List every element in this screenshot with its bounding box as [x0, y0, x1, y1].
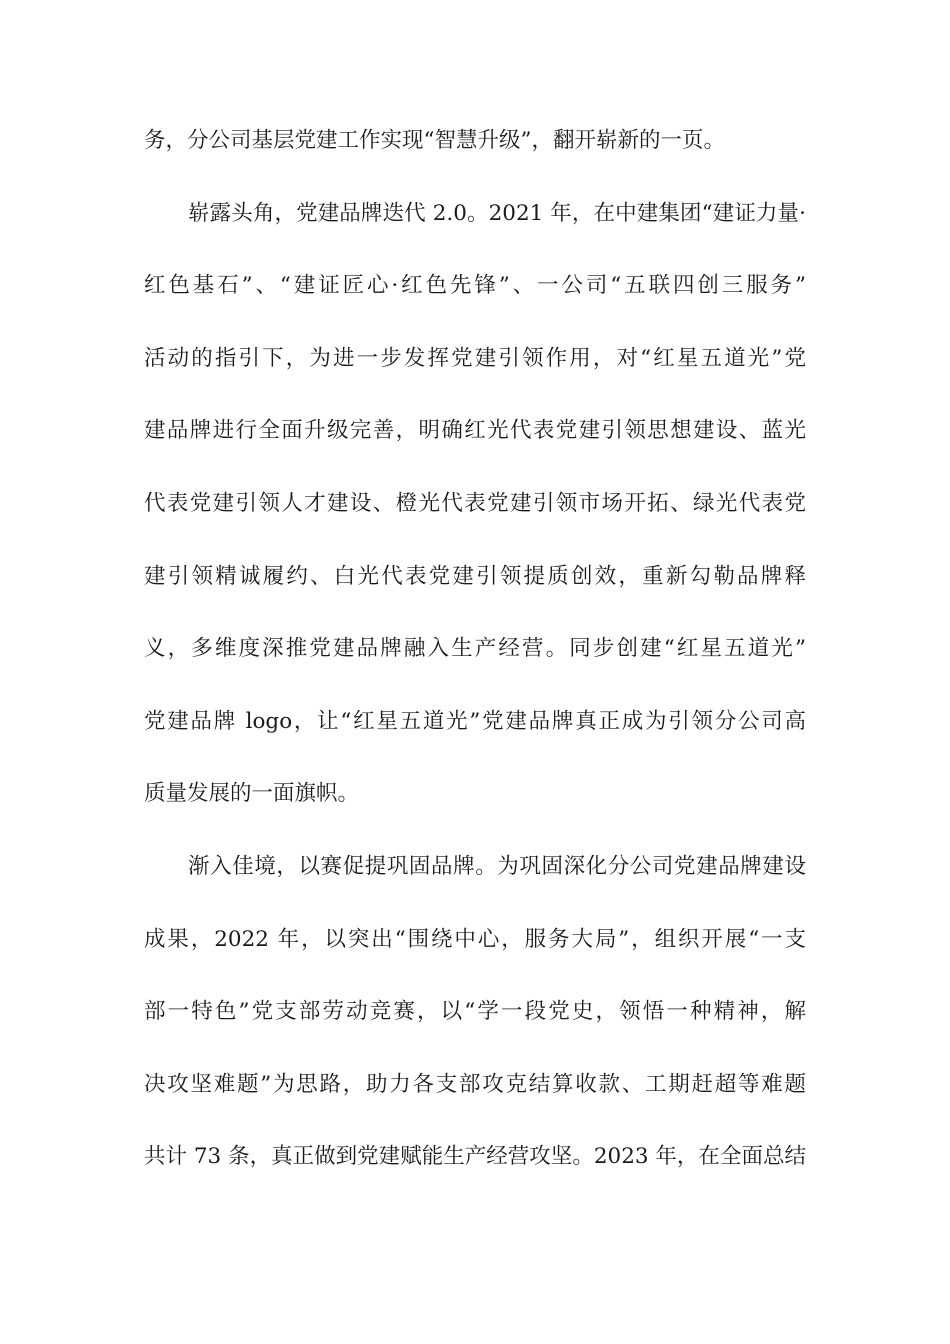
paragraph-line: 代表党建引领人才建设、橙光代表党建引领市场开拓、绿光代表党: [144, 490, 806, 516]
paragraph-line: 务，分公司基层党建工作实现“智慧升级”，翻开崭新的一页。: [144, 128, 725, 153]
paragraph-line: 党建品牌 logo，让“红星五道光”党建品牌真正成为引领分公司高: [144, 708, 806, 734]
paragraph-line: 部一特色”党支部劳动竞赛，以“学一段党史，领悟一种精神，解: [144, 999, 806, 1025]
paragraph-line: 红色基石”、“建证匠心·红色先锋”、一公司“五联四创三服务”: [144, 273, 806, 299]
paragraph-line: 崭露头角，党建品牌迭代 2.0。2021 年，在中建集团“建证力量·: [188, 200, 806, 226]
paragraph-line: 成果，2022 年，以突出“围绕中心，服务大局”，组织开展“一支: [144, 926, 806, 952]
paragraph-line: 建引领精诚履约、白光代表党建引领提质创效，重新勾勒品牌释: [144, 563, 806, 589]
paragraph-line: 共计 73 条，真正做到党建赋能生产经营攻坚。2023 年，在全面总结: [144, 1144, 806, 1170]
paragraph-line: 质量发展的一面旗帜。: [144, 781, 360, 807]
document-body: [144, 105, 806, 1194]
paragraph-line: 决攻坚难题”为思路，助力各支部攻克结算收款、工期赶超等难题: [144, 1071, 806, 1097]
paragraph-line: 活动的指引下，为进一步发挥党建引领作用，对“红星五道光”党: [144, 345, 806, 371]
paragraph-line: 渐入佳境，以赛促提巩固品牌。为巩固深化分公司党建品牌建设: [188, 853, 806, 879]
paragraph-line: 义，多维度深推党建品牌融入生产经营。同步创建“红星五道光”: [144, 636, 806, 662]
paragraph-line: 建品牌进行全面升级完善，明确红光代表党建引领思想建设、蓝光: [144, 418, 806, 444]
